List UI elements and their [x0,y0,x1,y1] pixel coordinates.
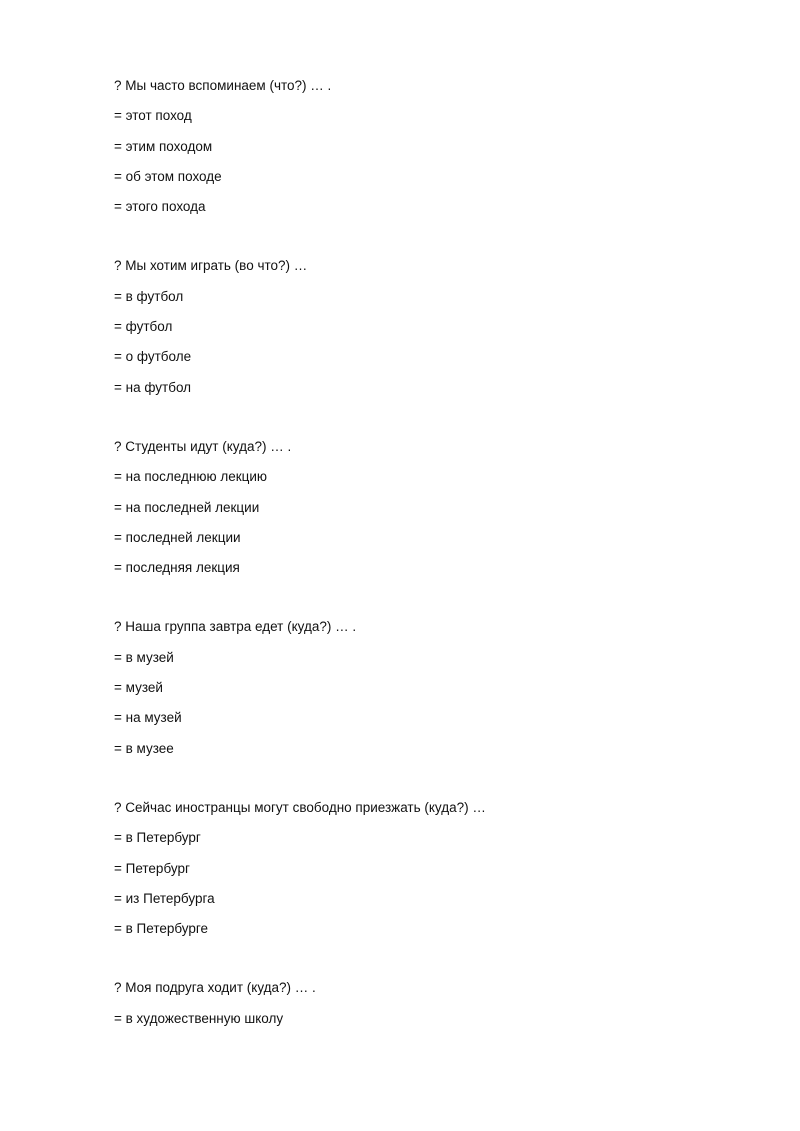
answer-option: = Петербург [114,860,190,876]
answer-option: = об этом походе [114,168,222,184]
answer-option: = на последней лекции [114,499,260,515]
answer-option: = на футбол [114,379,192,395]
answer-option: = последняя лекция [114,560,240,576]
answer-option: = в Петербург [114,830,201,846]
answer-option: = этого похода [114,199,206,215]
question-list [114,77,734,1069]
answer-option: = этим походом [114,138,213,154]
answer-option: = на последнюю лекцию [114,469,268,485]
answer-option: = этот поход [114,108,192,124]
answer-option: = из Петербурга [114,890,215,906]
answer-option: = о футболе [114,349,192,365]
answer-option: = в музее [114,740,174,756]
question-prompt: ? Наша группа завтра едет (куда?) … . [114,619,357,635]
question-block [114,979,734,1040]
question-prompt: ? Сейчас иностранцы могут свободно приезжать (куда?) … [114,799,486,815]
answer-option: = последней лекции [114,529,241,545]
question-prompt: ? Мы хотим играть (во что?) … [114,258,308,274]
answer-option: = футбол [114,319,173,335]
question-block [114,799,734,950]
answer-option: = в Петербурге [114,921,209,937]
answer-option: = на музей [114,710,182,726]
question-block [114,438,734,589]
answer-option: = в художественную школу [114,1010,284,1026]
question-block [114,257,734,408]
answer-option: = в музей [114,649,174,665]
question-prompt: ? Моя подруга ходит (куда?) … . [114,980,316,996]
question-block [114,618,734,769]
question-block [114,77,734,228]
answer-option: = музей [114,680,163,696]
question-prompt: ? Мы часто вспоминаем (что?) … . [114,78,332,93]
question-prompt: ? Студенты идут (куда?) … . [114,438,292,454]
answer-option: = в футбол [114,288,184,304]
